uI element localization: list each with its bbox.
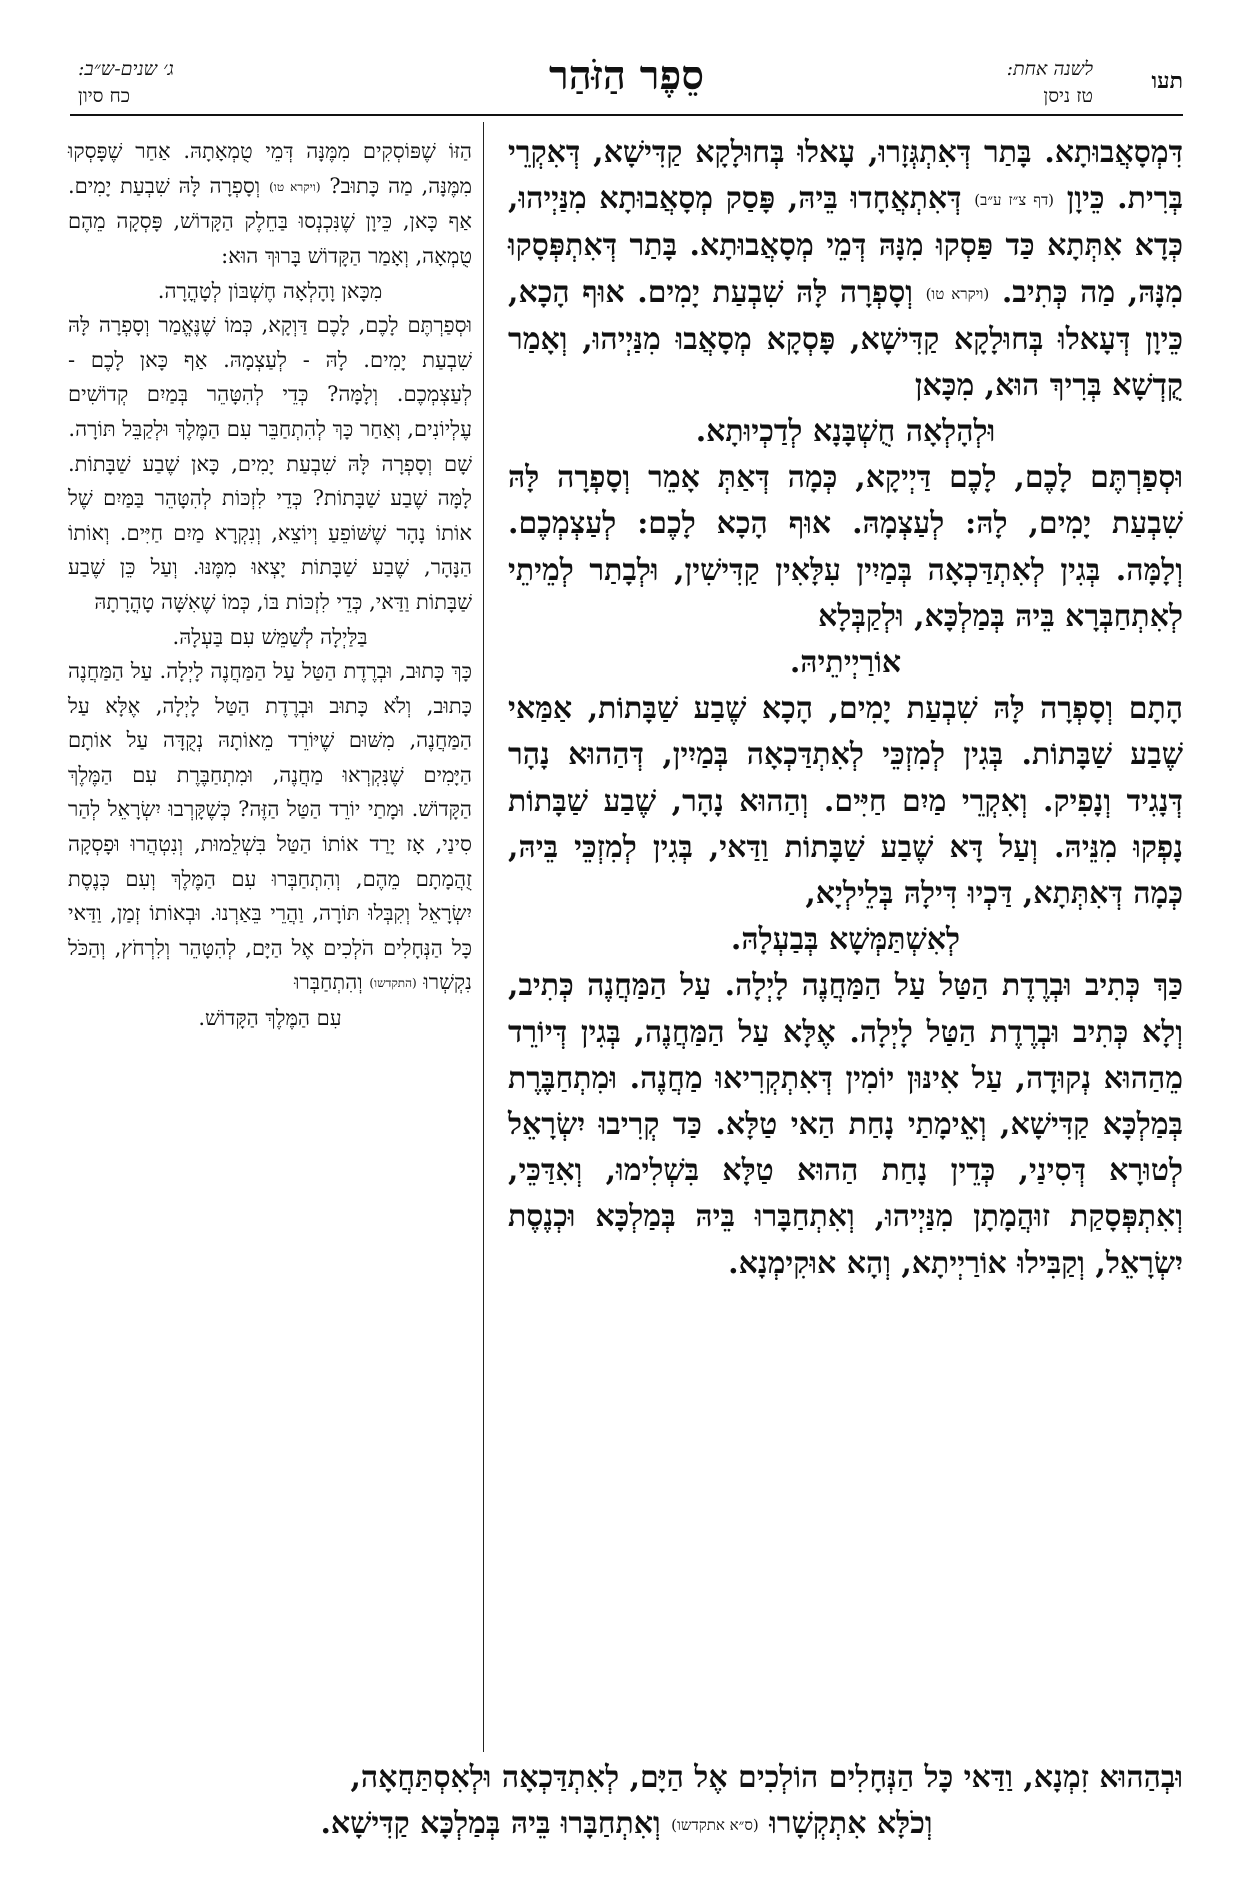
paragraph-3: הָתָם וְסָפְרָה לָּהּ שִׁבְעַת יָמִים, הָכָא שֶׁבַע שַׁבָּתוֹת, אַמַּאי שֶׁבַע שַׁבָּתוֹת. בְּגִין לְמִזְכֵּי לְאִתְדַּכְאָה בְּמַיִין, דְּהַהוּא נָהָר דְּנָגִיד וְנָפִיק. וְאִקְרֵי מַיִם חַיִּים. וְהַהוּא נָהָר, שֶׁבַע שַׁבָּתוֹת נָפְקוּ מִנֵּיהּ. וְעַל דָּא שֶׁבַע שַׁבָּתוֹת וַדַּאי, בְּגִין לְמִזְכֵּי בֵּיהּ, כְּמָה דְּאִתְּתָא, דַּכְיוּ דִּילָהּ בְּלֵילְיָא,: [508, 691, 1183, 912]
paragraph-text: וְסָפְרָה לָּהּ שִׁבְעַת יָמִים. אוּף הָכָא, כֵּיוָן דְּעָאלוּ בְּחוּלָקָא קַדִּישָׁא, פָּסְקָא מְסָאֲבוּ מִנַּיְיהוּ, וְאָמַר קֻדְשָׁא בְּרִיךְ הוּא, מִכָּאן: [508, 274, 1183, 403]
closing-line: וּבְהַהוּא זִמְנָא, וַדַּאי כָּל הַנְּחָלִים הוֹלְכִים אֶל הַיָּם, לְאִתְדַּכְאָה וּלְאִסְתַּחֲאָה,: [350, 1760, 1183, 1795]
translation-paragraph-1: [68, 134, 472, 274]
page-number: תעו: [1151, 68, 1183, 94]
translation-text: וְהִתְחַבְּרוּ: [294, 970, 363, 995]
three-year-date: כח סיון: [78, 85, 131, 107]
aramaic-column: [508, 130, 1183, 1287]
book-title: סֵפֶר הַזֹּהַר: [549, 52, 704, 99]
full-width-closing: [70, 1755, 1183, 1848]
translation-paragraph-3-end: בַּלַּיְלָה לְשַׁמֵּשׁ עִם בַּעְלָהּ.: [172, 624, 368, 649]
translation-paragraph-1-end: מִכָּאן וָהָלְאָה חֶשְׁבּוֹן לְטָהֳרָה.: [157, 278, 383, 303]
paragraph-1-end: וּלְהָלְאָה חֻשְׁבָּנָא לְדַכְיוּתָא.: [695, 414, 996, 449]
paragraph-text: דְּאִתְאֲחָדוּ בֵּיהּ, פָּסַק מְסָאֲבוּתָא מִנַּיְיהוּ, כְּדָא אִתְּתָא כַּד פַּסְקוּ מִנָּהּ דְּמֵי מְסָאֲבוּתָא. בָּתַר דְּאִתְפְּסָקוּ מִנָּהּ, מַה כְּתִיב.: [508, 181, 1183, 310]
translation-paragraph-2: וּסְפַרְתֶּם לָכֶם, לָכֶם דַּוְקָא, כְּמוֹ שֶׁנֶּאֱמַר וְסָפְרָה לָּהּ שִׁבְעַת יָמִים. לָהּ - לְעַצְמָהּ. אַף כָּאן לָכֶם - לְעַצְמְכֶם. וְלָמָּה? כְּדֵי לְהִטָּהֵר בְּמַיִם קְדוֹשִׁים עֶלְיוֹנִים, וְאַחַר כָּךְ לְהִתְחַבֵּר עִם הַמֶּלֶךְ וּלְקַבֵּל תּוֹרָה.: [68, 313, 472, 441]
paragraph-4: כַּךְ כְּתִיב וּבְרֶדֶת הַטַּל עַל הַמַּחֲנֶה לָיְלָה. עַל הַמַּחֲנֶה כְּתִיב, וְלָא כְּתִיב וּבְרֶדֶת הַטַּל לָיְלָה. אֶלָּא עַל הַמַּחֲנֶה, בְּגִין דְּיוֹרֵד מֵהַהוּא נְקוּדָה, עַל אִינּוּן יוֹמִין דְּאִתְקְרִיאוּ מַחֲנֶה. וּמִתְחַבֶּרֶת בְּמַלְכָּא קַדִּישָׁא, וְאֵימָתַי נָחַת הַאי טַלָּא. כַּד קְרִיבוּ יִשְׂרָאֵל לְטוּרָא דְּסִינַי, כְּדֵין נָחַת הַהוּא טַלָּא בִּשְׁלִימוּ, וְאִדַּכֵּי, וְאִתְפְּסָקַת זוּהֲמָתָן מִנַּיְיהוּ, וְאִתְחַבָּרוּ בֵּיהּ בְּמַלְכָּא וּכְנֶסֶת יִשְׂרָאֵל, וְקַבִּילוּ אוֹרַיְיתָא, וְהָא אוּקִימְנָא.: [508, 968, 1183, 1281]
closing-line-end: [70, 1801, 1183, 1848]
closing-text: וְכֹלָּא אִתְקְשָׁרוּ: [769, 1806, 933, 1842]
page-reference: (דף צ״ז ע״ב): [974, 191, 1055, 210]
paragraph-2: וּסְפַרְתֶּם לָכֶם, לָכֶם דַּיְיקָא, כְּמָה דְּאַתְּ אָמֵר וְסָפְרָה לָּהּ שִׁבְעַת יָמִים, לָהּ: לְעַצְמָהּ. אוּף הָכָא לָכֶם: לְעַצְמְכֶם. וְלָמָּה. בְּגִין לְאִתְדַּכְאָה בְּמַיִין עִלָּאִין קַדִּישִׁין, וּלְבָתַר לְמֵיתֵי לְאִתְחַבְּרָא בֵּיהּ בְּמַלְכָּא, וּלְקַבְּלָא: [508, 460, 1183, 634]
translation-paragraph-3: שָׁם וְסָפְרָה לָּהּ שִׁבְעַת יָמִים, כָּאן שֶׁבַע שַׁבָּתוֹת. לָמָּה שֶׁבַע שַׁבָּתוֹת? כְּדֵי לִזְכּוֹת לְהִטָּהֵר בַּמַּיִם שֶׁל אוֹתוֹ נָהָר שֶׁשּׁוֹפֵעַ וְיוֹצֵא, וְנִקְרָא מַיִם חַיִּים. וְאוֹתוֹ הַנָּהָר, שֶׁבַע שַׁבָּתוֹת יָצְאוּ מִמֶּנּוּ. וְעַל כֵּן שֶׁבַע שַׁבָּתוֹת וַדַּאי, כְּדֵי לִזְכּוֹת בּוֹ, כְּמוֹ שֶׁאִשָּׁה טָהֳרָתָהּ: [68, 451, 472, 614]
translation-paragraph-4-end: עִם הַמֶּלֶךְ הַקָּדוֹשׁ.: [198, 1006, 342, 1031]
closing-text: וְאִתְחַבָּרוּ בֵּיהּ בְּמַלְכָּא קַדִּישָׁא.: [320, 1806, 661, 1842]
one-year-date: טז ניסן: [1043, 85, 1093, 107]
variant-note: (התקדשו): [369, 976, 417, 991]
translation-paragraph-4: [68, 654, 472, 1001]
header-rule: [70, 114, 1183, 116]
three-year-label: ג׳ שנים-ש״ב:: [78, 58, 174, 80]
translation-text: וְסָפְרָה לָּהּ שִׁבְעַת יָמִים. אַף כָּאן, כֵּיוָן שֶׁנִּכְנְסוּ בַּחֵלֶק הַקָּדוֹשׁ, פָּסְקָה מֵהֶם טֻמְאָה, וְאָמַר הַקָּדוֹשׁ בָּרוּךְ הוּא:: [68, 173, 472, 268]
paragraph-1: [508, 130, 1183, 409]
paragraph-2-end: אוֹרַיְיתֵיהּ.: [789, 645, 902, 681]
translation-text: כָּךְ כָּתוּב, וּבְרֶדֶת הַטַּל עַל הַמַּחֲנֶה לָיְלָה. עַל הַמַּחֲנֶה כָּתוּב, וְלֹא כָּתוּב וּבְרֶדֶת הַטַּל לָיְלָה, אֶלָּא עַל הַמַּחֲנֶה, מִשּׁוּם שֶׁיּוֹרֵד מֵאוֹתָהּ נְקֻדָּה עַל אוֹתָם הַיָּמִים שֶׁנִּקְרְאוּ מַחֲנֶה, וּמִתְחַבֶּרֶת עִם הַמֶּלֶךְ הַקָּדוֹשׁ. וּמָתַי יוֹרֵד הַטַּל הַזֶּה? כְּשֶׁקָּרְבוּ יִשְׂרָאֵל לְהַר סִינַי, אָז יָרַד אוֹתוֹ הַטַּל בִּשְׁלֵמוּת, וְנִטְהֲרוּ וּפָסְקָה זֻהֲמָתָם מֵהֶם, וְהִתְחַבְּרוּ עִם הַמֶּלֶךְ וְעִם כְּנֶסֶת יִשְׂרָאֵל וְקִבְּלוּ תּוֹרָה, וַהֲרֵי בֵּאַרְנוּ. וּבְאוֹתוֹ זְמַן, וַדַּאי כָּל הַנְּחָלִים הֹלְכִים אֶל הַיָּם, לְהִטָּהֵר וְלִרְחֹץ, וְהַכֹּל נִקְשְׁרוּ: [68, 659, 473, 995]
verse-reference: (ויקרא טו): [269, 179, 321, 194]
variant-note: (ס״א אתקדשו): [671, 1816, 759, 1835]
hebrew-translation-column: [68, 134, 472, 1036]
column-divider: [483, 122, 484, 1752]
verse-reference: (ויקרא טו): [925, 284, 990, 303]
paragraph-text: דִּמְסָאֲבוּתָא. בָּתַר דְּאִתְגְּזָרוּ, עָאלוּ בְּחוּלָקָא קַדִּישָׁא, דְּאִקְרֵי בְּרִית. כֵּיוָן: [508, 135, 1183, 217]
paragraph-3-end: לְאִשְׁתַּמְּשָׁא בְּבַעְלָהּ.: [730, 922, 961, 958]
translation-text: הַזּוֹ שֶׁפּוֹסְקִים מִמֶּנָּה דְּמֵי טֻמְאָתָהּ. אַחַר שֶׁפָּסְקוּ מִמֶּנָּה, מַה כָּתוּב?: [68, 139, 472, 198]
one-year-label: לשנה אחת:: [1006, 58, 1093, 80]
